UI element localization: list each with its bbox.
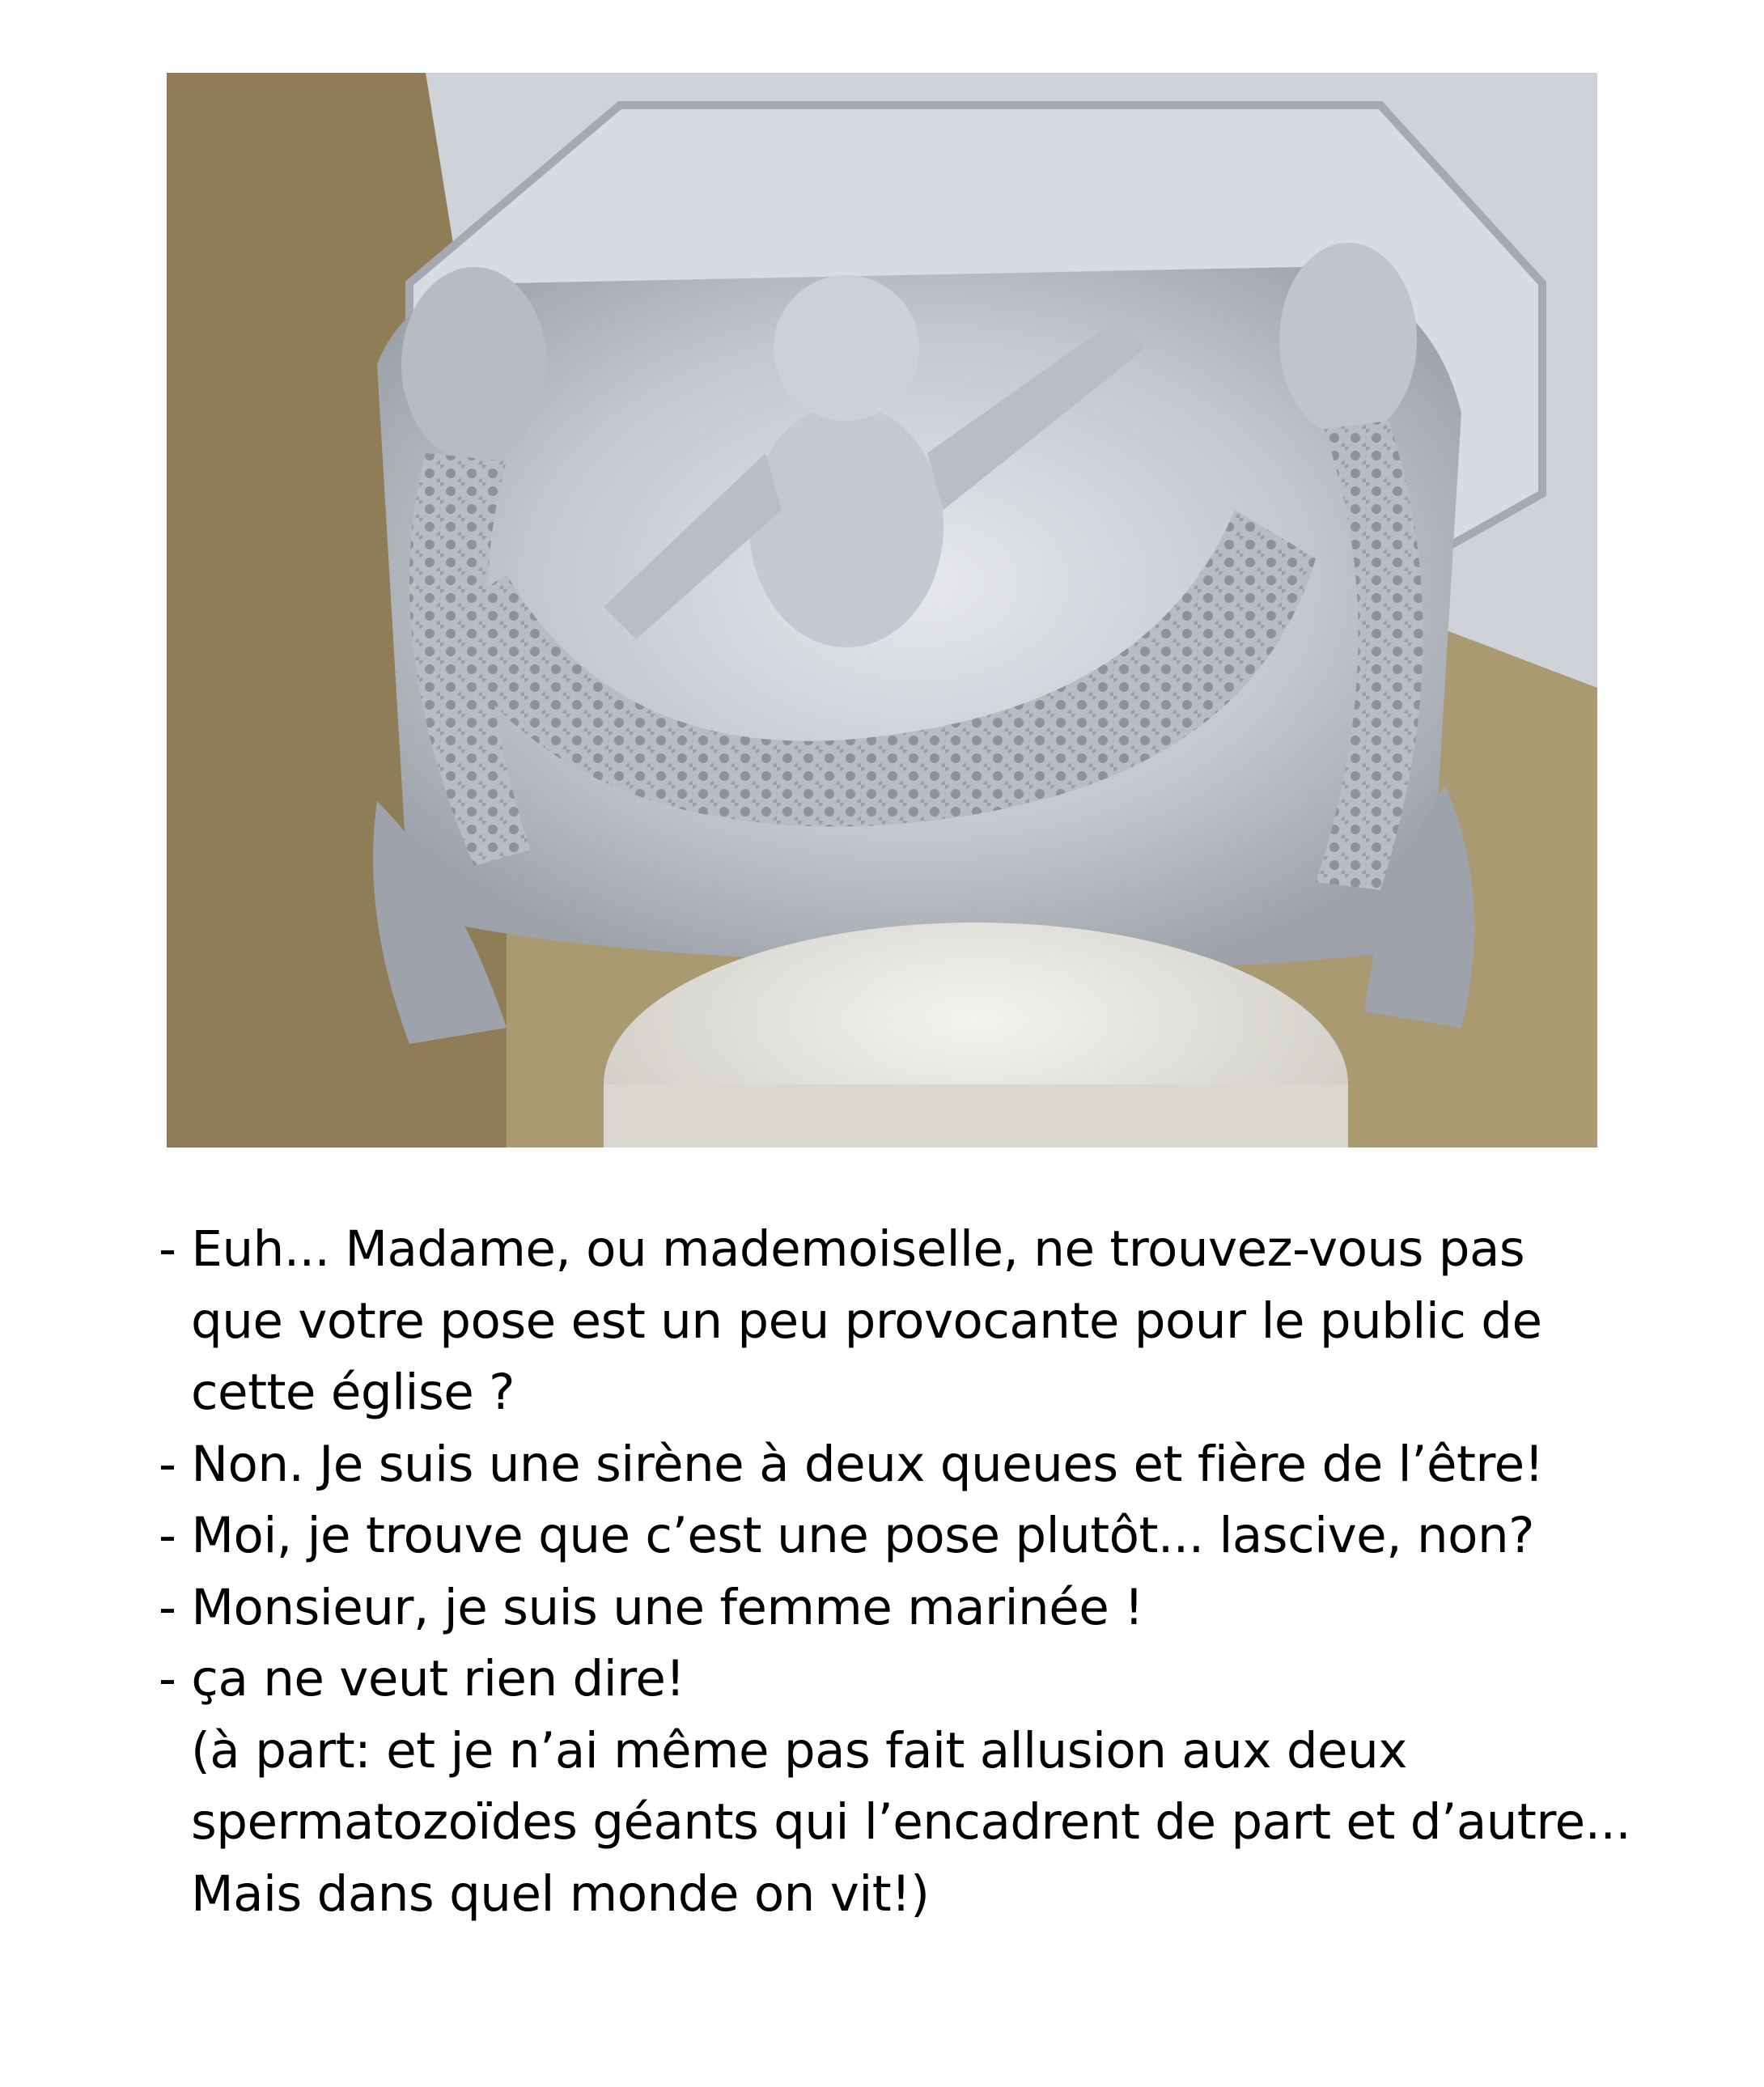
caption-line: - Euh... Madame, ou mademoiselle, ne trouvez-vous pas bbox=[159, 1220, 1525, 1278]
caption-line: cette église ? bbox=[191, 1364, 515, 1421]
caption-line: - ça ne veut rien dire! bbox=[159, 1650, 685, 1707]
caption-line: spermatozoïdes géants qui l’encadrent de part et d’autre... bbox=[191, 1793, 1631, 1851]
sculpture-illustration bbox=[167, 73, 1597, 1147]
caption-line: - Moi, je trouve que c’est une pose plutôt... lascive, non? bbox=[159, 1507, 1535, 1564]
caption-line: Mais dans quel monde on vit!) bbox=[191, 1864, 930, 1923]
caption-line: - Monsieur, je suis une femme marinée ! bbox=[159, 1578, 1144, 1636]
caption-line: que votre pose est un peu provocante pour le public de bbox=[191, 1292, 1542, 1350]
caption-text bbox=[159, 1214, 1696, 1930]
caption-line: (à part: et je n’ai même pas fait allusion aux deux bbox=[191, 1721, 1407, 1779]
caption-line: - Non. Je suis une sirène à deux queues et fière de l’être! bbox=[159, 1435, 1544, 1493]
sculpture-photo bbox=[167, 73, 1597, 1147]
